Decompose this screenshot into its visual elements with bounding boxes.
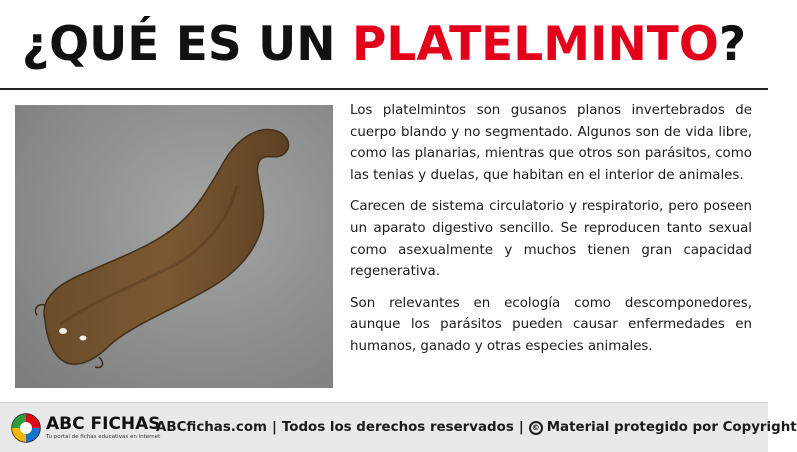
copyright-icon: © <box>529 421 543 435</box>
footer <box>0 402 797 452</box>
rights-text: Todos los derechos reservados <box>281 420 514 435</box>
page-title <box>21 16 747 72</box>
title-suffix: ? <box>718 16 747 72</box>
paragraph-3: Son relevantes en ecología como descomponedores, aunque los parásitos pueden causar enfermedades en humanos, ganado y otras especies animales. <box>350 295 752 354</box>
flatworm-photo <box>15 105 333 388</box>
footer-credits <box>156 420 797 435</box>
description <box>350 100 752 390</box>
header-divider <box>0 88 768 90</box>
abc-logo-icon <box>10 412 42 444</box>
title-highlight: PLATELMINTO <box>351 16 719 72</box>
paragraph-2: Carecen de sistema circulatorio y respiratorio, pero poseen un aparato digestivo sencillo. Se reproducen tanto sexual como asexualmente y muchos tienen gran capacidad regenerativa. <box>350 199 752 280</box>
site-link[interactable]: ABCfichas.com <box>156 420 267 435</box>
separator: | <box>518 420 524 435</box>
logo-name: ABC FICHAS <box>46 413 161 434</box>
paragraph-1: Los platelmintos son gusanos planos invertebrados de cuerpo blando y no segmentado. Algunos son de vida libre, como las planarias, mientras que otros son parásitos, como las tenias y duelas, que habitan en el interior de animales. <box>350 103 752 183</box>
abc-fichas-logo[interactable] <box>10 410 161 446</box>
protected-text: Material protegido por Copyright <box>546 420 797 435</box>
title-prefix: ¿QUÉ ES UN <box>21 16 352 72</box>
header <box>0 0 768 88</box>
separator: | <box>271 420 277 435</box>
logo-tagline: Tu portal de fichas educativas en internet <box>46 433 161 440</box>
